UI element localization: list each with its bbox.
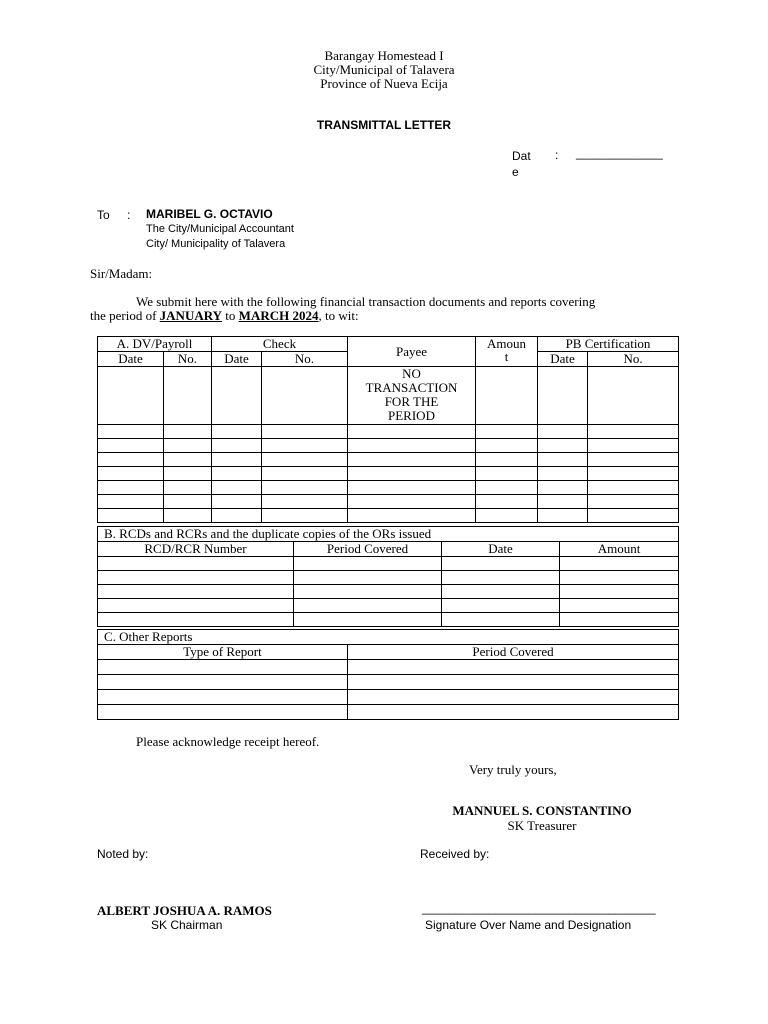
pb-no-header: No.	[588, 352, 679, 367]
table-row	[98, 495, 679, 509]
noted-by-label: Noted by:	[97, 847, 149, 861]
acknowledge-text: Please acknowledge receipt hereof.	[136, 734, 320, 749]
intro-line-1: We submit here with the following financial transaction documents and reports covering	[136, 294, 596, 309]
date-header: Date	[442, 542, 560, 557]
noter-role: SK Chairman	[151, 918, 223, 932]
noter-name: ALBERT JOSHUA A. RAMOS	[97, 903, 272, 918]
recipient-position: The City/Municipal Accountant	[146, 223, 294, 235]
letter-title: TRANSMITTAL LETTER	[316, 118, 452, 132]
pb-certification-header: PB Certification	[538, 337, 679, 352]
period-start: JANUARY	[159, 308, 223, 323]
table-row	[98, 481, 679, 495]
date-label: Dat e	[512, 149, 531, 179]
pb-date-header: Date	[538, 352, 588, 367]
amount-header: Amoun t	[476, 337, 538, 367]
table-row	[98, 705, 679, 720]
no-transaction-notice: NO TRANSACTION FOR THE PERIOD	[348, 367, 476, 425]
table-row	[98, 660, 679, 675]
table-row	[98, 557, 679, 571]
signature-caption: Signature Over Name and Designation	[425, 918, 632, 932]
recipient-name: MARIBEL G. OCTAVIO	[146, 207, 273, 221]
office-province: Province of Nueva Ecija	[320, 76, 448, 91]
section-b-table	[97, 526, 679, 627]
check-date-header: Date	[212, 352, 262, 367]
period-covered-header: Period Covered	[294, 542, 442, 557]
to-colon: :	[127, 208, 131, 222]
to-label: To	[97, 208, 110, 222]
table-row	[98, 599, 679, 613]
table-row	[98, 439, 679, 453]
section-c-table	[97, 629, 679, 720]
table-row	[98, 585, 679, 599]
recipient-office: City/ Municipality of Talavera	[146, 238, 286, 250]
section-a-title: A. DV/Payroll	[98, 337, 212, 352]
check-no-header: No.	[262, 352, 348, 367]
amount-header: Amount	[560, 542, 679, 557]
dv-no-header: No.	[164, 352, 212, 367]
office-name: Barangay Homestead I	[324, 48, 444, 63]
signature-line: ___________________________________	[422, 901, 656, 915]
date-colon: :	[555, 148, 559, 162]
type-of-report-header: Type of Report	[98, 645, 348, 660]
closing-text: Very truly yours,	[469, 762, 557, 777]
section-c-title: C. Other Reports	[98, 630, 679, 645]
table-row	[98, 367, 679, 425]
signatory-role: SK Treasurer	[507, 818, 577, 833]
office-city: City/Municipal of Talavera	[313, 62, 455, 77]
period-covered-header: Period Covered	[348, 645, 679, 660]
table-row	[98, 453, 679, 467]
signatory-name: MANNUEL S. CONSTANTINO	[452, 803, 632, 818]
date-blank: _____________	[576, 146, 663, 160]
table-row	[98, 675, 679, 690]
rcd-number-header: RCD/RCR Number	[98, 542, 294, 557]
table-row	[98, 425, 679, 439]
dv-date-header: Date	[98, 352, 164, 367]
received-by-label: Received by:	[420, 847, 490, 861]
table-row	[98, 690, 679, 705]
table-row	[98, 571, 679, 585]
check-header: Check	[212, 337, 348, 352]
section-b-title: B. RCDs and RCRs and the duplicate copies of the ORs issued	[98, 527, 679, 542]
period-end: MARCH 2024	[238, 308, 319, 323]
payee-header: Payee	[348, 337, 476, 367]
intro-line-2: the period of JANUARY to MARCH 2024, to wit:	[90, 308, 359, 323]
table-row	[98, 613, 679, 627]
section-a-table	[97, 336, 679, 523]
table-row	[98, 509, 679, 523]
salutation: Sir/Madam:	[90, 266, 153, 281]
table-row	[98, 467, 679, 481]
